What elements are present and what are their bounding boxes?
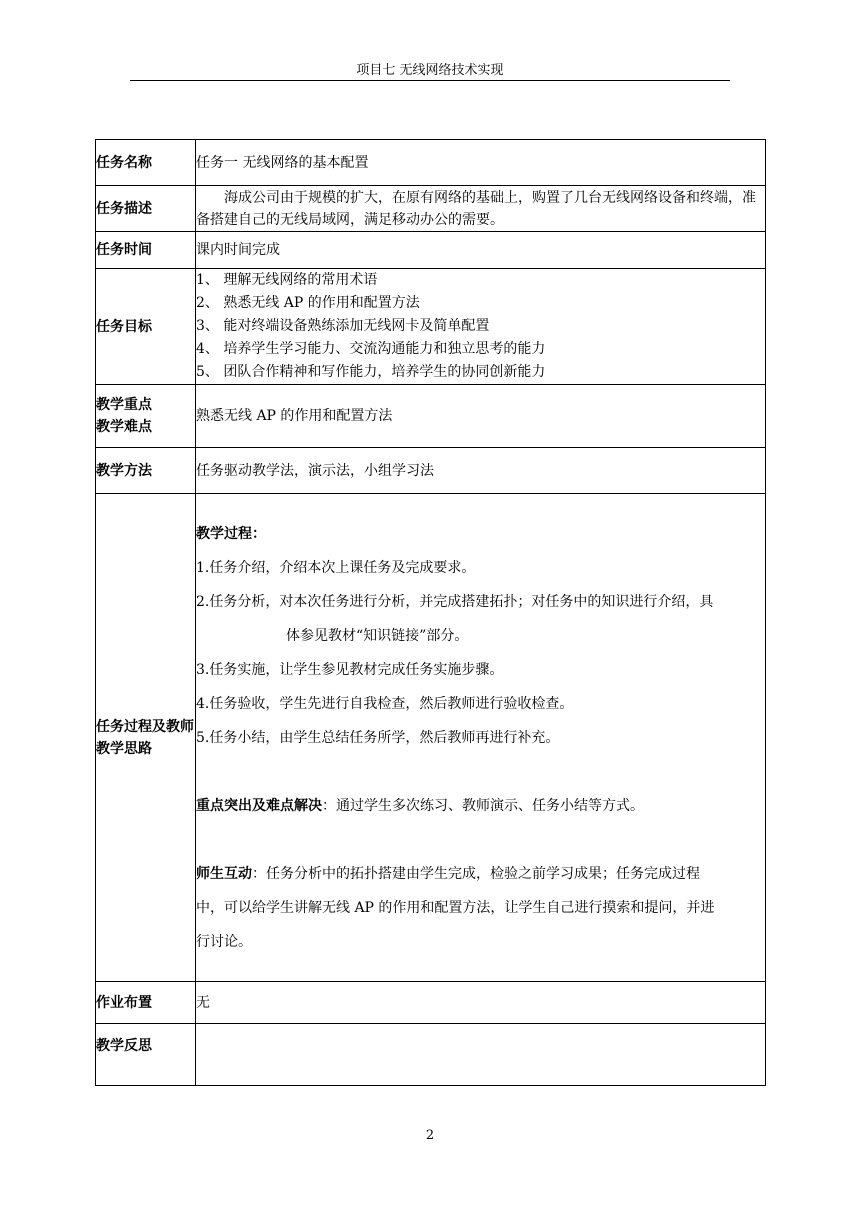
interact-label: 师生互动 — [196, 865, 252, 882]
process-step: 4.任务验收，学生先进行自我检查，然后教师进行验收检查。 — [196, 695, 574, 712]
process-step: 2.任务分析，对本次任务进行分析，并完成搭建拓扑；对任务中的知识进行介绍，具 — [196, 593, 714, 610]
goal-item: 3、 能对终端设备熟练添加无线网卡及简单配置 — [196, 318, 490, 334]
interact-text-line: 行讨论。 — [196, 933, 252, 950]
row-process — [96, 494, 766, 982]
interact-paragraph — [196, 857, 765, 891]
process-step-continued: 体参见教材“知识链接”部分。 — [286, 627, 469, 644]
focus-paragraph — [196, 789, 765, 823]
task-time-label: 任务时间 — [96, 232, 196, 269]
goal-item: 5、 团队合作精神和写作能力，培养学生的协同创新能力 — [196, 364, 546, 380]
process-label: 任务过程及教师教学思路 — [96, 494, 196, 982]
task-desc-text: 海成公司由于规模的扩大，在原有网络的基础上，购置了几台无线网络设备和终端，准备搭建自己的无线局域网，满足移动办公的需要。 — [196, 189, 756, 228]
task-time-value: 课内时间完成 — [196, 232, 766, 269]
focus-label: 重点突出及难点解决 — [196, 797, 322, 814]
interact-text: ：任务分析中的拓扑搭建由学生完成，检验之前学习成果；任务完成过程 — [252, 865, 700, 882]
row-homework — [96, 982, 766, 1024]
homework-value: 无 — [196, 982, 766, 1024]
goal-item: 2、 熟悉无线 AP 的作用和配置方法 — [196, 295, 420, 311]
homework-label: 作业布置 — [96, 982, 196, 1024]
row-task-desc — [96, 186, 766, 232]
method-value: 任务驱动教学法，演示法，小组学习法 — [196, 448, 766, 494]
task-name-label: 任务名称 — [96, 140, 196, 186]
process-step: 3.任务实施，让学生参见教材完成任务实施步骤。 — [196, 661, 504, 678]
page-number: 2 — [425, 1128, 435, 1143]
key-points-label — [96, 385, 196, 448]
row-key-points — [96, 385, 766, 448]
lesson-plan-table — [95, 139, 766, 1086]
task-goals-list — [196, 269, 766, 385]
interact-text-line: 中，可以给学生讲解无线 AP 的作用和配置方法，让学生自己进行摸索和提问，并进 — [196, 899, 715, 916]
process-heading: 教学过程： — [196, 525, 266, 542]
difficulty-label: 教学难点 — [96, 419, 152, 435]
process-step: 1.任务介绍，介绍本次上课任务及完成要求。 — [196, 559, 476, 576]
header-rule — [130, 80, 730, 81]
method-label: 教学方法 — [96, 448, 196, 494]
task-desc-value — [196, 186, 766, 232]
task-goals-label: 任务目标 — [96, 269, 196, 385]
key-points-value: 熟悉无线 AP 的作用和配置方法 — [196, 385, 766, 448]
row-reflection — [96, 1024, 766, 1086]
process-content — [196, 494, 766, 982]
task-name-value: 任务一 无线网络的基本配置 — [196, 140, 766, 186]
goal-item: 4、 培养学生学习能力、交流沟通能力和独立思考的能力 — [196, 341, 546, 357]
goal-item: 1、 理解无线网络的常用术语 — [196, 272, 378, 288]
key-point-label: 教学重点 — [96, 397, 152, 413]
process-step: 5.任务小结，由学生总结任务所学，然后教师再进行补充。 — [196, 729, 560, 746]
row-task-goals — [96, 269, 766, 385]
reflection-label: 教学反思 — [96, 1024, 196, 1086]
row-task-time — [96, 232, 766, 269]
focus-text: ：通过学生多次练习、教师演示、任务小结等方式。 — [322, 797, 644, 814]
running-header: 项目七 无线网络技术实现 — [356, 63, 504, 78]
reflection-value — [196, 1024, 766, 1086]
task-desc-label: 任务描述 — [96, 186, 196, 232]
row-task-name — [96, 140, 766, 186]
row-method — [96, 448, 766, 494]
